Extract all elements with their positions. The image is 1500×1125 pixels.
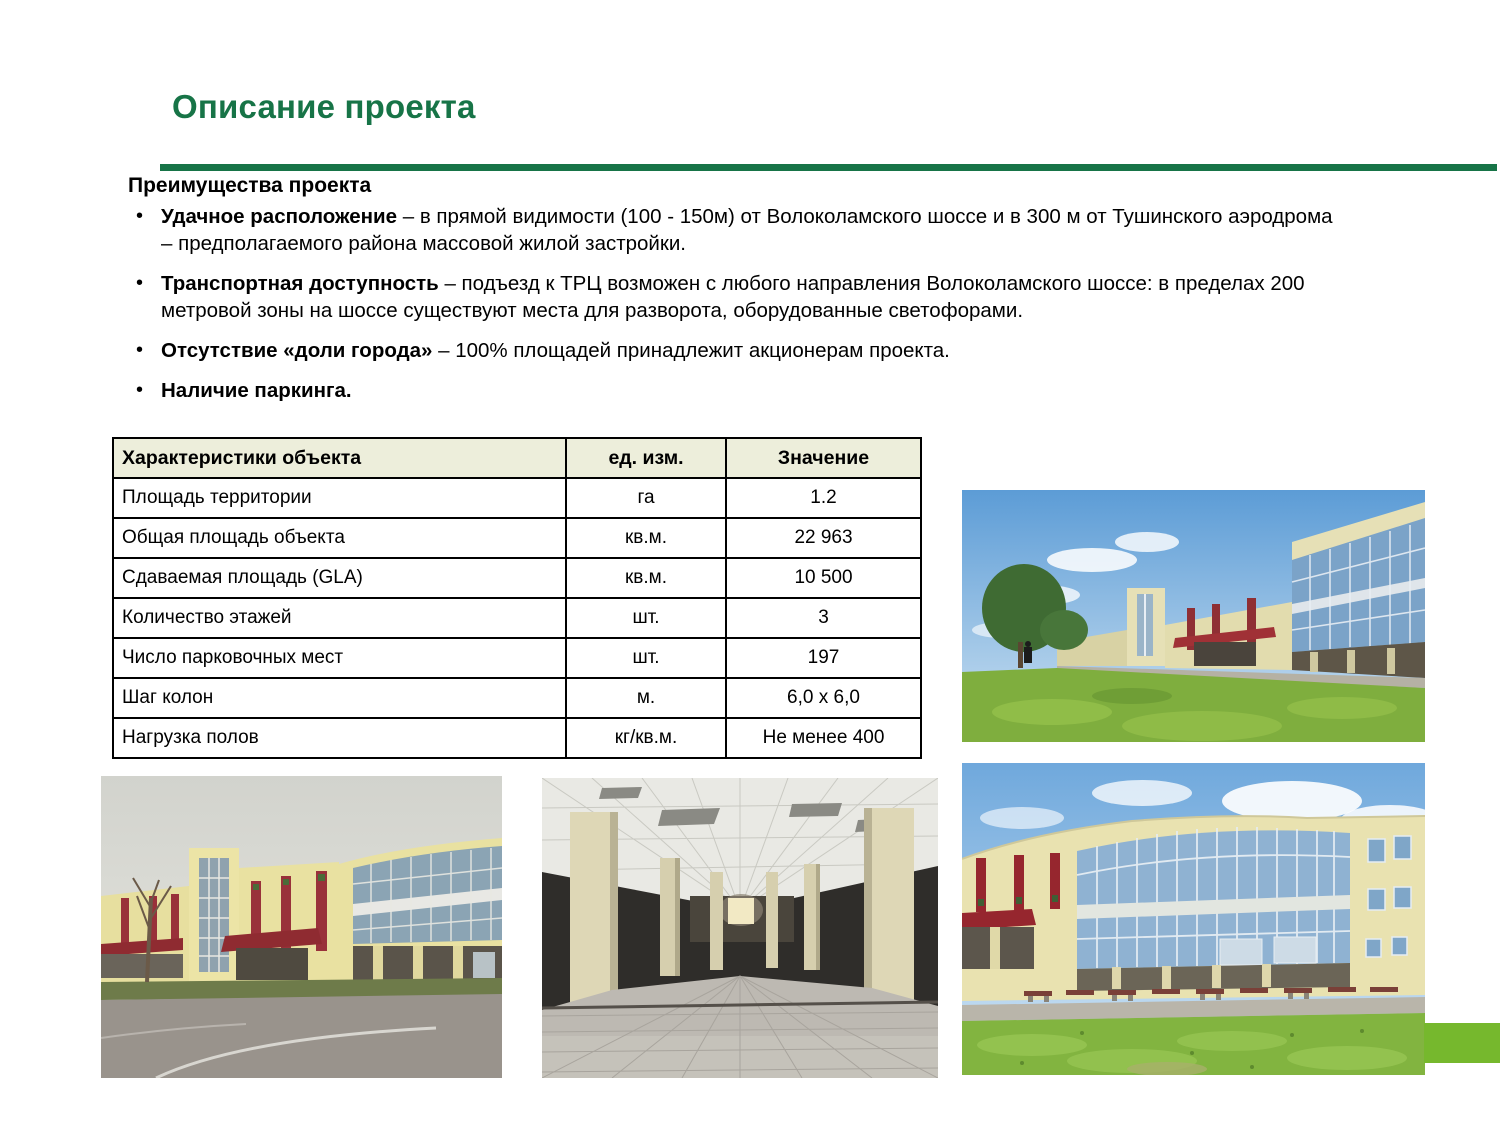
cell-name: Сдаваемая площадь (GLA)	[113, 558, 566, 598]
list-item	[133, 270, 1345, 324]
col-header-unit: ед. изм.	[566, 438, 726, 478]
table-row	[113, 518, 921, 558]
green-accent-bar	[1424, 1023, 1500, 1063]
cell-name: Площадь территории	[113, 478, 566, 518]
bullet-text: – в прямой видимости (100 - 150м) от Волоколамского шоссе и в 300 м от Тушинского аэродрома – предполагаемого района массовой жилой застройки.	[161, 205, 1333, 255]
cell-value: 197	[726, 638, 921, 678]
cell-name: Шаг колон	[113, 678, 566, 718]
col-header-value: Значение	[726, 438, 921, 478]
cell-unit: кв.м.	[566, 558, 726, 598]
col-header-characteristics: Характеристики объекта	[113, 438, 566, 478]
photo-building-exterior-front	[962, 763, 1425, 1075]
cell-unit: шт.	[566, 598, 726, 638]
cell-name: Число парковочных мест	[113, 638, 566, 678]
photo-building-exterior-overcast	[101, 776, 502, 1078]
photo-building-exterior-side	[962, 490, 1425, 742]
characteristics-table	[112, 437, 922, 759]
photo-interior-retail-floor	[542, 778, 938, 1078]
list-item	[133, 337, 1345, 364]
cell-name: Общая площадь объекта	[113, 518, 566, 558]
cell-value: 3	[726, 598, 921, 638]
table-row	[113, 678, 921, 718]
table-row	[113, 598, 921, 638]
cell-value: 10 500	[726, 558, 921, 598]
bullet-lead: Отсутствие «доли города»	[161, 339, 433, 362]
cell-unit: кг/кв.м.	[566, 718, 726, 758]
table-row	[113, 558, 921, 598]
cell-name: Нагрузка полов	[113, 718, 566, 758]
bullet-lead: Наличие паркинга.	[161, 379, 352, 402]
cell-unit: м.	[566, 678, 726, 718]
bullet-text: – подъезд к ТРЦ возможен с любого направления Волоколамского шоссе: в пределах 200 метровой зоны на шоссе существуют места для разворота, оборудованные светофорами.	[161, 272, 1305, 322]
page-title: Описание проекта	[172, 88, 476, 125]
table-row	[113, 478, 921, 518]
cell-value: 1.2	[726, 478, 921, 518]
cell-value: Не менее 400	[726, 718, 921, 758]
list-item	[133, 377, 1345, 404]
section-heading: Преимущества проекта	[128, 174, 372, 197]
cell-unit: кв.м.	[566, 518, 726, 558]
advantages-list	[133, 203, 1345, 417]
list-item	[133, 203, 1345, 257]
title-divider	[160, 164, 1497, 171]
bullet-text: – 100% площадей принадлежит акционерам проекта.	[432, 339, 950, 362]
bullet-lead: Удачное расположение	[161, 205, 398, 228]
cell-value: 22 963	[726, 518, 921, 558]
table-row	[113, 718, 921, 758]
bullet-lead: Транспортная доступность	[161, 272, 439, 295]
cell-name: Количество этажей	[113, 598, 566, 638]
table-row	[113, 638, 921, 678]
cell-unit: га	[566, 478, 726, 518]
cell-value: 6,0 х 6,0	[726, 678, 921, 718]
cell-unit: шт.	[566, 638, 726, 678]
table-header-row	[113, 438, 921, 478]
